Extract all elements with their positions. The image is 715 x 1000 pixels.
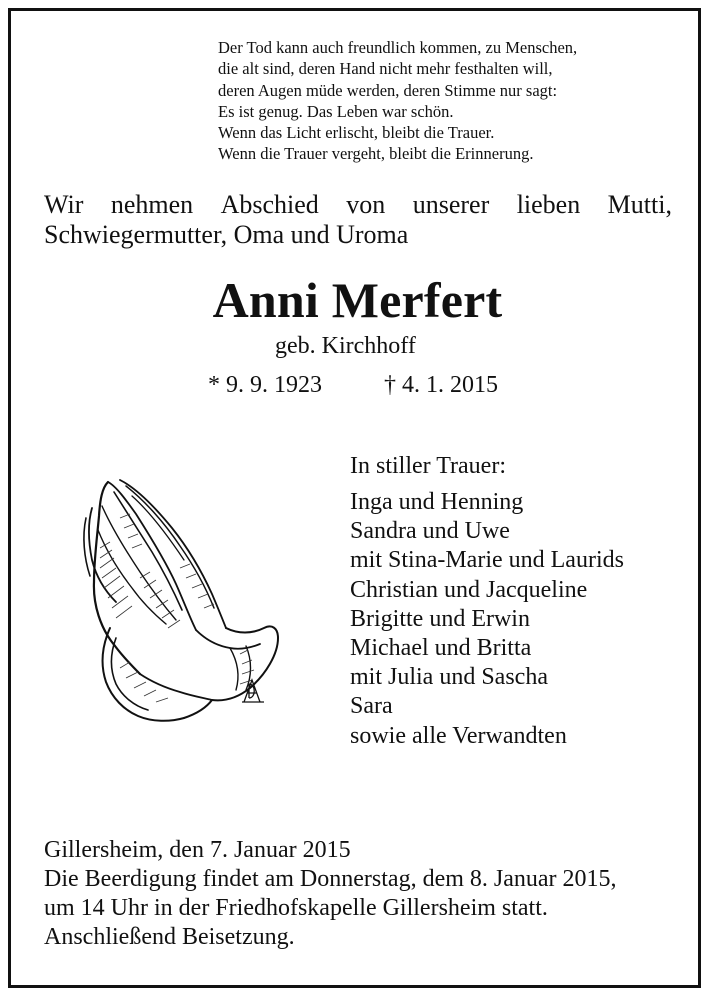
birth-date: * 9. 9. 1923 [208,372,322,398]
poem-line: Der Tod kann auch freundlich kommen, zu Menschen, [218,38,578,57]
intro-word: unserer [412,190,490,219]
intro-word: Abschied [220,190,319,219]
mourner-name: mit Stina-Marie und Laurids [350,547,624,574]
intro-word: Mutti, [607,190,672,219]
intro-word: Wir [44,190,84,219]
intro-line-2: Schwiegermutter, Oma und Uroma [44,220,409,249]
intro-word: lieben [516,190,581,219]
mourner-name: mit Julia und Sascha [350,664,548,691]
birth-name: geb. Kirchhoff [275,333,416,359]
intro-word: nehmen [110,190,194,219]
funeral-info-line: um 14 Uhr in der Friedhofskapelle Gillersheim statt. [44,895,548,921]
farewell-intro [44,190,672,250]
mourner-name: Brigitte und Erwin [350,605,530,632]
mourner-name: sowie alle Verwandten [350,722,567,749]
poem-line: Wenn das Licht erlischt, bleibt die Trauer. [218,123,495,143]
death-date: † 4. 1. 2015 [384,372,498,398]
mourners-list [350,488,624,751]
place-date: Gillersheim, den 7. Januar 2015 [44,837,351,863]
intro-word: von [346,190,386,219]
poem-line: Wenn die Trauer vergeht, bleibt die Erinnerung. [218,144,534,164]
poem [218,37,678,165]
praying-hands-icon [80,478,280,723]
poem-line: Es ist genug. Das Leben war schön. [218,101,454,121]
intro-line-1 [44,190,672,220]
footer [44,836,684,952]
mourner-name: Sandra und Uwe [350,518,510,545]
funeral-info-line: Anschließend Beisetzung. [44,924,295,950]
mourner-name: Michael und Britta [350,635,532,662]
deceased-name: Anni Merfert [212,272,503,328]
mourner-name: Sara [350,693,393,720]
poem-line: die alt sind, deren Hand nicht mehr festhalten will, [218,59,553,79]
mourning-title: In stiller Trauer: [350,453,506,479]
mourner-name: Inga und Henning [350,489,524,515]
poem-line: deren Augen müde werden, deren Stimme nur sagt: [218,80,558,100]
mourner-name: Christian und Jacqueline [350,576,588,603]
funeral-info-line: Die Beerdigung findet am Donnerstag, dem 8. Januar 2015, [44,866,617,892]
